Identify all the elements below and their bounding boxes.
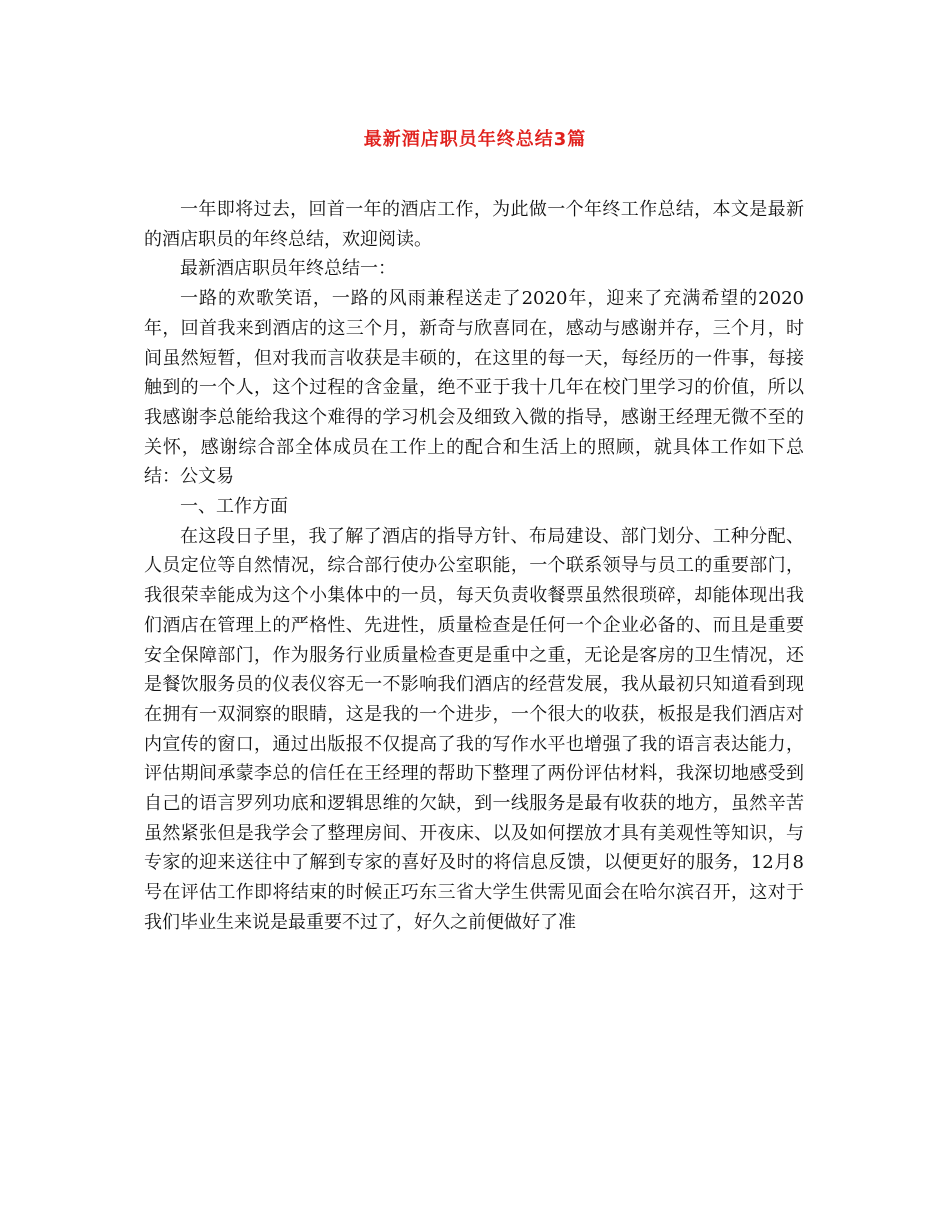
document-body <box>144 195 804 938</box>
paragraph-section-heading: 最新酒店职员年终总结一： <box>180 258 396 280</box>
paragraph-opening: 一路的欢歌笑语，一路的风雨兼程送走了2020年，迎来了充满希望的2020年，回首我来到酒店的这三个月，新奇与欣喜同在，感动与感谢并存，三个月，时间虽然短暂，但对我而言收获是丰硕的，在这里的每一天，每经历的一件事，每接触到的一个人，这个过程的含金量，绝不亚于我十几年在校门里学习的价值，所以我感谢李总能给我这个难得的学习机会及细致入微的指导，感谢王经理无微不至的关怀，感谢综合部全体成员在工作上的配合和生活上的照顾，就具体工作如下总结：公文易 <box>144 288 804 488</box>
document-title: 最新酒店职员年终总结3篇 <box>363 129 587 150</box>
paragraph-work-heading: 一、工作方面 <box>180 496 288 518</box>
paragraph-work-content: 在这段日子里，我了解了酒店的指导方针、布局建设、部门划分、工种分配、人员定位等自然情况，综合部行使办公室职能，一个联系领导与员工的重要部门，我很荣幸能成为这个小集体中的一员，每天负责收餐票虽然很琐碎，却能体现出我们酒店在管理上的严格性、先进性，质量检查是任何一个企业必备的、而且是重要安全保障部门，作为服务行业质量检查更是重中之重，无论是客房的卫生情况，还是餐饮服务员的仪表仪容无一不影响我们酒店的经营发展，我从最初只知道看到现在拥有一双洞察的眼睛，这是我的一个进步，一个很大的收获，板报是我们酒店对内宣传的窗口，通过出版报不仅提高了我的写作水平也增强了我的语言表达能力，评估期间承蒙李总的信任在王经理的帮助下整理了两份评估材料，我深切地感受到自己的语言罗列功底和逻辑思维的欠缺，到一线服务是最有收获的地方，虽然辛苦虽然紧张但是我学会了整理房间、开夜床、以及如何摆放才具有美观性等知识，与专家的迎来送往中了解到专家的喜好及时的将信息反馈，以便更好的服务，12月8号在评估工作即将结束的时候正巧东三省大学生供需见面会在哈尔滨召开，这对于我们毕业生来说是最重要不过了，好久之前便做好了准 <box>144 525 804 933</box>
paragraph-intro: 一年即将过去，回首一年的酒店工作，为此做一个年终工作总结，本文是最新的酒店职员的年终总结，欢迎阅读。 <box>144 199 804 250</box>
